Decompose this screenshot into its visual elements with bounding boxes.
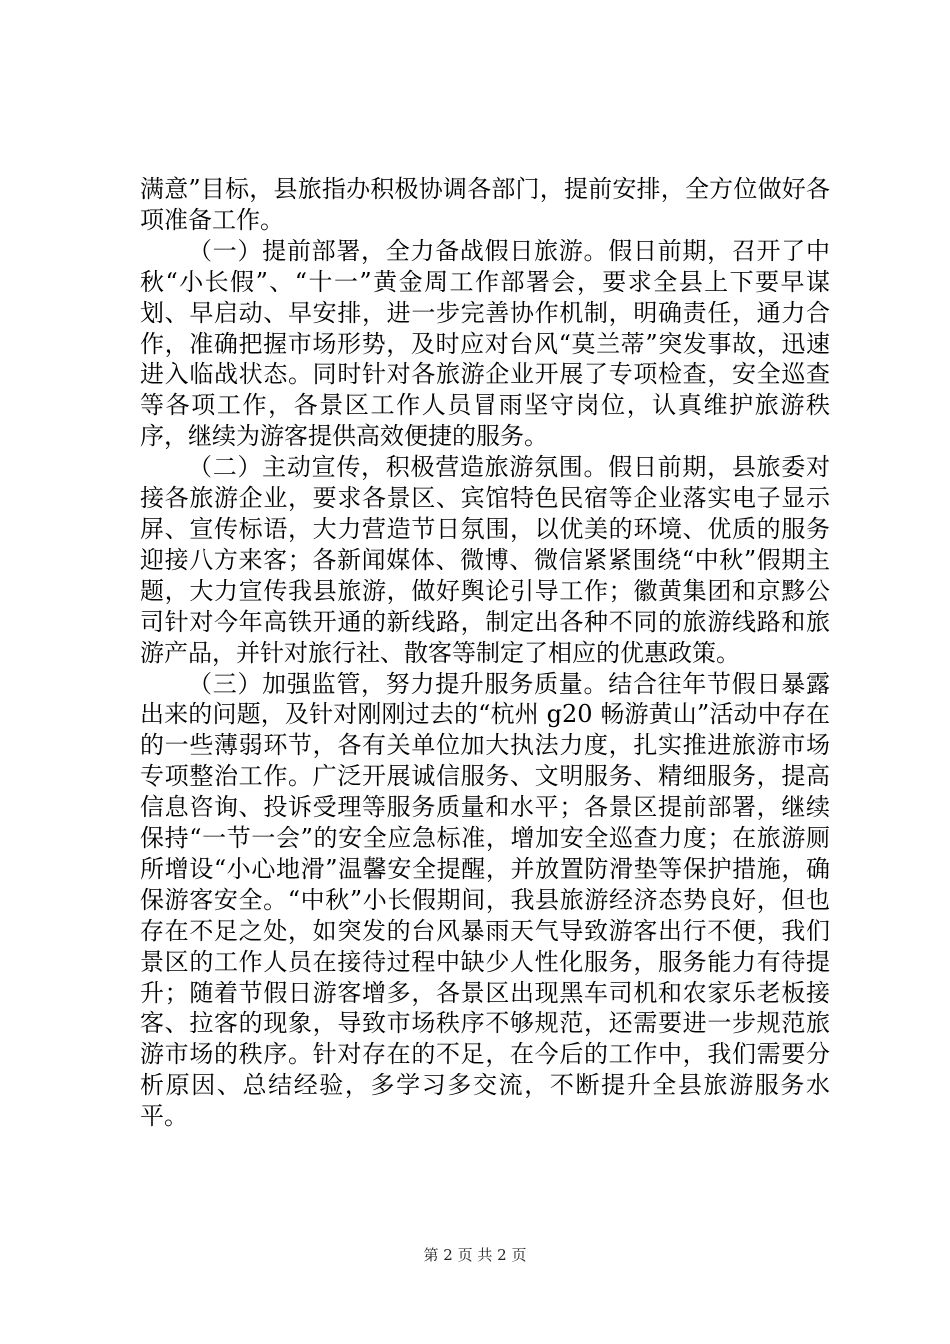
document-body (140, 174, 830, 1132)
page-footer: 第 2 页 共 2 页 (423, 1246, 527, 1264)
paragraph-section-1: （一）提前部署，全力备战假日旅游。假日前期，召开了中秋“小长假”、“十一”黄金周工作部署会，要求全县上下要早谋划、早启动、早安排，进一步完善协作机制，明确责任，通力合作，准确把握市场形势，及时应对台风“莫兰蒂”突发事故，迅速进入临战状态。同时针对各旅游企业开展了专项检查，安全巡查等各项工作，各景区工作人员冒雨坚守岗位，认真维护旅游秩序，继续为游客提供高效便捷的服务。 (140, 236, 830, 451)
paragraph-section-3: （三）加强监管，努力提升服务质量。结合往年节假日暴露出来的问题，及针对刚刚过去的“杭州 g20 畅游黄山”活动中存在的一些薄弱环节，各有关单位加大执法力度，扎实推进旅游市场专项整治工作。广泛开展诚信服务、文明服务、精细服务，提高信息咨询、投诉受理等服务质量和水平；各景区提前部署，继续保持“一节一会”的安全应急标准，增加安全巡查力度；在旅游厕所增设“小心地滑”温馨安全提醒，并放置防滑垫等保护措施，确保游客安全。“中秋”小长假期间，我县旅游经济态势良好，但也存在不足之处，如突发的台风暴雨天气导致游客出行不便，我们景区的工作人员在接待过程中缺少人性化服务，服务能力有待提升；随着节假日游客增多，各景区出现黑车司机和农家乐老板接客、拉客的现象，导致市场秩序不够规范，还需要进一步规范旅游市场的秩序。针对存在的不足，在今后的工作中，我们需要分析原因、总结经验，多学习多交流，不断提升全县旅游服务水平。 (140, 669, 830, 1131)
paragraph-section-2: （二）主动宣传，积极营造旅游氛围。假日前期，县旅委对接各旅游企业，要求各景区、宾馆特色民宿等企业落实电子显示屏、宣传标语，大力营造节日氛围，以优美的环境、优质的服务迎接八方来客；各新闻媒体、微博、微信紧紧围绕“中秋”假期主题，大力宣传我县旅游，做好舆论引导工作；徽黄集团和京黟公司针对今年高铁开通的新线路，制定出各种不同的旅游线路和旅游产品，并针对旅行社、散客等制定了相应的优惠政策。 (140, 453, 830, 667)
paragraph-continuation: 满意”目标，县旅指办积极协调各部门，提前安排，全方位做好各项准备工作。 (140, 175, 830, 234)
